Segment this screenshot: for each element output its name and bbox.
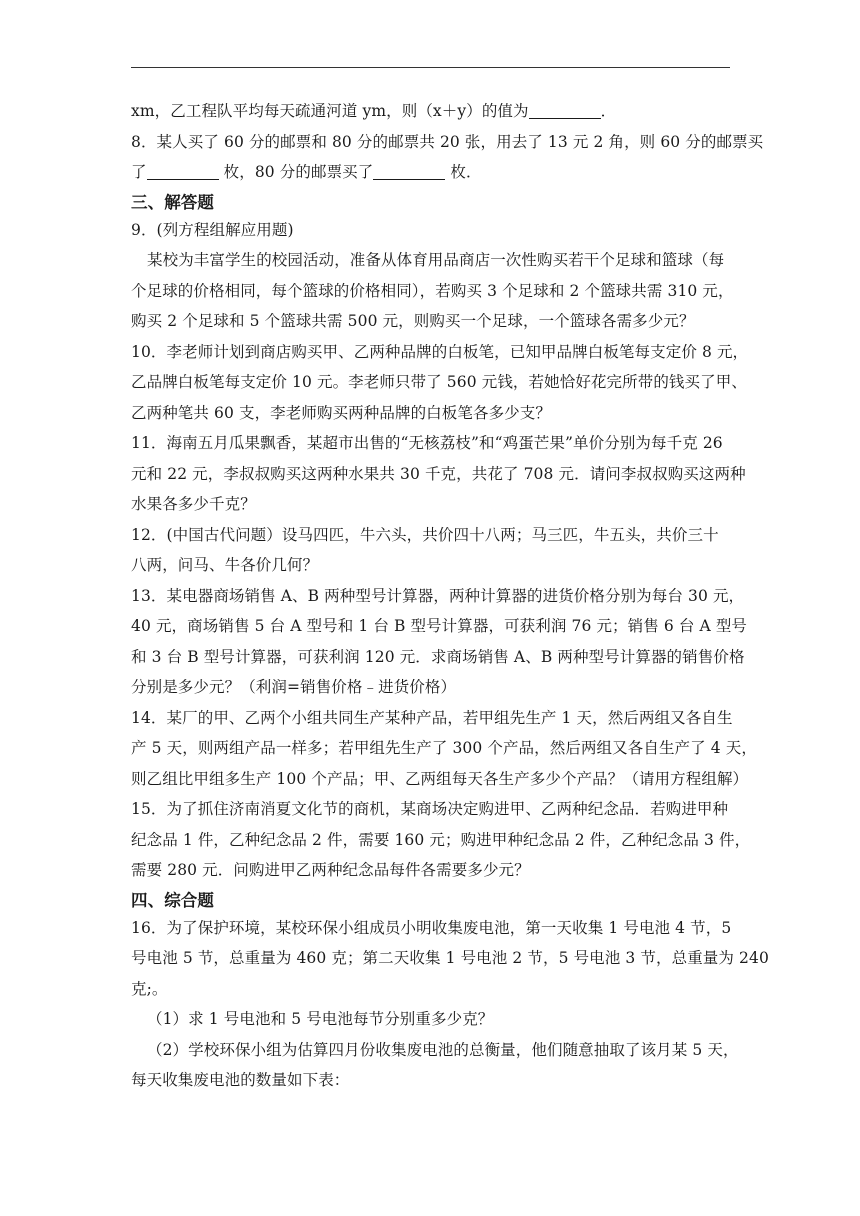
question-8-line-2: 了 枚，80 分的邮票买了 枚． bbox=[131, 163, 482, 181]
question-13-line-1: 13．某电器商场销售 A、B 两种型号计算器，两种计算器的进货价格分别为每台 30 元， bbox=[131, 586, 745, 605]
header-rule bbox=[131, 67, 730, 68]
question-16-sub-2-line-2: 每天收集废电池的数量如下表： bbox=[131, 1071, 350, 1089]
question-15-line-1: 15．为了抓住济南消夏文化节的商机，某商场决定购进甲、乙两种纪念品．若购进甲种 bbox=[131, 800, 729, 818]
question-10-line-2: 乙品牌白板笔每支定价 10 元。李老师只带了 560 元钱，若她恰好花完所带的钱买了甲、 bbox=[131, 373, 747, 391]
section-heading-3: 三、解答题 bbox=[131, 192, 214, 212]
question-11-line-3: 水果各多少千克？ bbox=[131, 495, 256, 513]
question-12-line-1: 12．(中国古代问题）设马四匹，牛六头，共价四十八两；马三匹，牛五头，共价三十 bbox=[131, 525, 719, 544]
question-14-line-2: 产 5 天，则两组产品一样多；若甲组先生产了 300 个产品，然后两组又各自生产了 4 天， bbox=[131, 739, 757, 757]
question-16-line-2: 号电池 5 节，总重量为 460 克；第二天收集 1 号电池 2 节，5 号电池 3 节，总重量为 240 bbox=[131, 949, 769, 967]
question-13-line-4: 分别是多少元？（利润=销售价格﹣进货价格） bbox=[131, 678, 457, 696]
question-16-sub-1: （1）求 1 号电池和 5 号电池每节分别重多少克？ bbox=[147, 1010, 494, 1028]
question-11-line-2: 元和 22 元，李叔叔购买这两种水果共 30 千克，共花了 708 元．请问李叔叔购买这两种 bbox=[131, 464, 746, 483]
question-15-line-3: 需要 280 元．问购进甲乙两种纪念品每件各需要多少元？ bbox=[131, 861, 530, 879]
question-15-line-2: 纪念品 1 件，乙种纪念品 2 件，需要 160 元；购进甲种纪念品 2 件，乙种纪念品 3 件， bbox=[131, 830, 751, 849]
document-body bbox=[131, 96, 769, 1096]
question-12-line-2: 八两，问马、牛各价几何？ bbox=[131, 556, 319, 574]
question-14-line-3: 则乙组比甲组多生产 100 个产品；甲、乙两组每天各生产多少个产品？（请用方程组解） bbox=[131, 769, 749, 788]
question-13-line-2: 40 元，商场销售 5 台 A 型号和 1 台 B 型号计算器，可获利润 76 元；销售 6 台 A 型号 bbox=[131, 617, 748, 635]
question-16-line-1: 16．为了保护环境，某校环保小组成员小明收集废电池，第一天收集 1 号电池 4 节，5 bbox=[131, 918, 732, 937]
question-9-line-1: 某校为丰富学生的校园活动，准备从体育用品商店一次性购买若干个足球和篮球（每 bbox=[147, 251, 725, 269]
question-16-sub-2-line-1: （2）学校环保小组为估算四月份收集废电池的总衡量，他们随意抽取了该月某 5 天， bbox=[147, 1040, 739, 1059]
answer-blank-8b[interactable] bbox=[373, 161, 445, 180]
section-heading-4: 四、综合题 bbox=[131, 890, 214, 910]
question-9-line-3: 购买 2 个足球和 5 个篮球共需 500 元，则购买一个足球，一个篮球各需多少元？ bbox=[131, 312, 695, 330]
answer-blank-8a[interactable] bbox=[147, 161, 219, 180]
question-14-line-1: 14．某厂的甲、乙两个小组共同生产某种产品，若甲组先生产 1 天，然后两组又各自生 bbox=[131, 708, 733, 727]
question-10-line-3: 乙两种笔共 60 支，李老师购买两种品牌的白板笔各多少支？ bbox=[131, 403, 551, 422]
question-10-line-1: 10．李老师计划到商店购买甲、乙两种品牌的白板笔，已知甲品牌白板笔每支定价 8 元， bbox=[131, 342, 749, 361]
question-7-continuation: xm，乙工程队平均每天疏通河道 ym，则（x＋y）的值为 ． bbox=[131, 102, 617, 120]
question-9-line-2: 个足球的价格相同，每个篮球的价格相同），若购买 3 个足球和 2 个篮球共需 310 元， bbox=[131, 281, 734, 300]
question-11-line-1: 11．海南五月瓜果飘香，某超市出售的“无核荔枝”和“鸡蛋芒果”单价分别为每千克 26 bbox=[131, 434, 723, 452]
question-16-line-3: 克;。 bbox=[131, 979, 168, 998]
question-9-title: 9．(列方程组解应用题) bbox=[131, 220, 294, 239]
question-8-line-1: 8．某人买了 60 分的邮票和 80 分的邮票共 20 张，用去了 13 元 2 角，则 60 分的邮票买 bbox=[131, 132, 764, 151]
question-13-line-3: 和 3 台 B 型号计算器，可获利润 120 元．求商场销售 A、B 两种型号计算器的销售价格 bbox=[131, 647, 745, 666]
answer-blank-7[interactable] bbox=[529, 100, 601, 119]
